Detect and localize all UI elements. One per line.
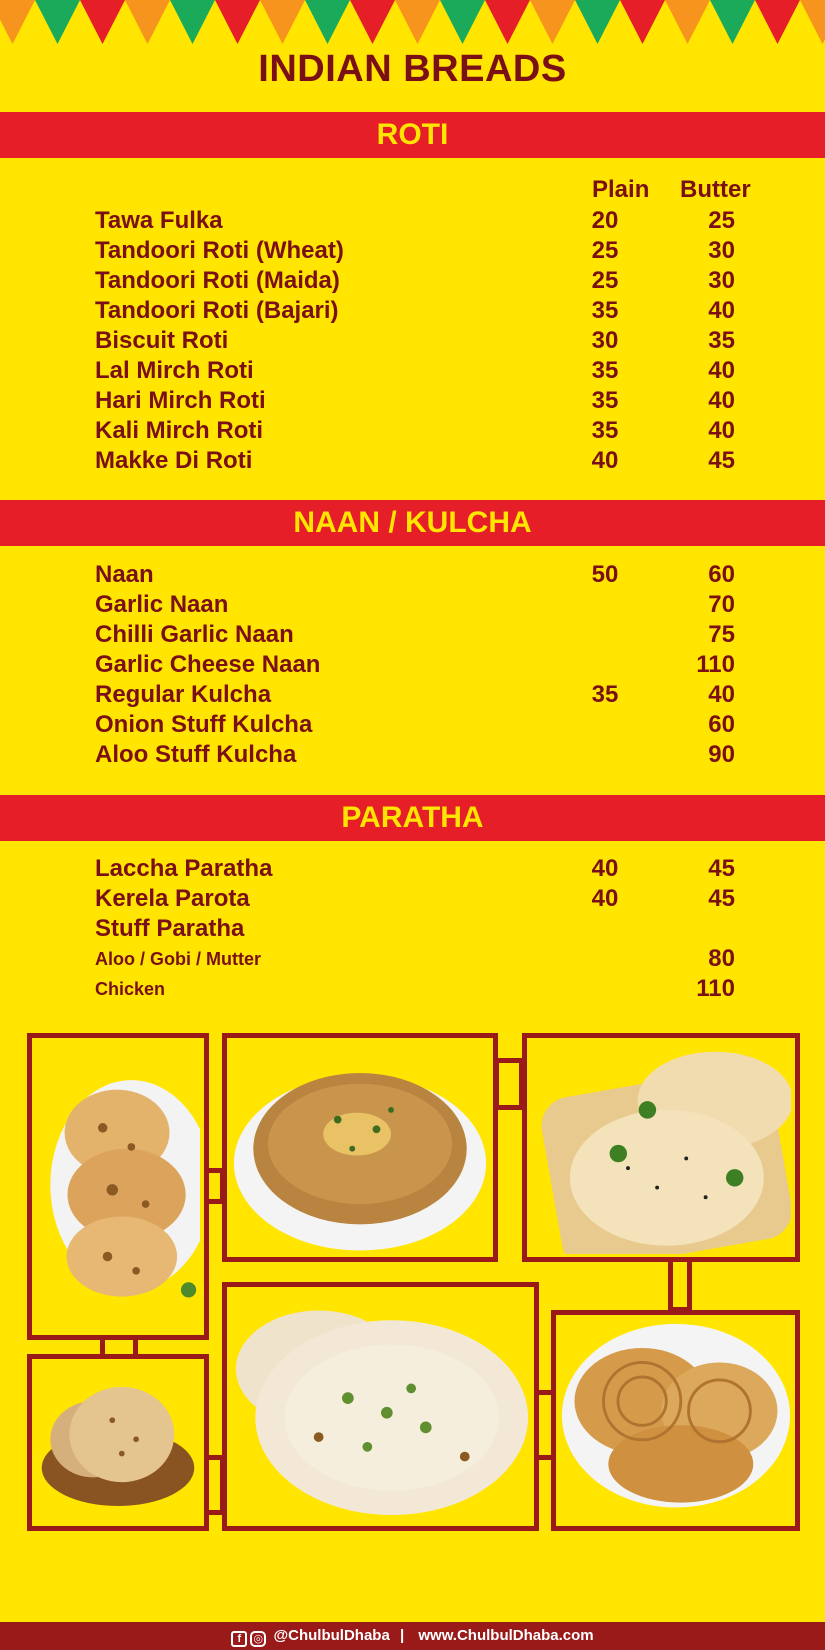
bunting-flag <box>395 0 440 44</box>
garlic-naan-image <box>231 1291 530 1524</box>
bunting-flag <box>35 0 80 44</box>
footer-separator: | <box>399 1627 405 1644</box>
bunting-flag <box>485 0 530 44</box>
roti-basket-image <box>36 1363 200 1522</box>
menu-item: Tandoori Roti (Maida) 25 30 <box>95 267 735 294</box>
bunting-flag <box>710 0 755 44</box>
menu-item: Makke Di Roti 40 45 <box>95 447 735 474</box>
section-band-paratha: PARATHA <box>0 795 825 841</box>
bunting-flag <box>215 0 260 44</box>
frame-connector <box>494 1058 524 1110</box>
column-header-plain: Plain <box>592 176 650 203</box>
menu-item: Biscuit Roti 30 35 <box>95 327 735 354</box>
photo-frame-naan-plate <box>27 1033 209 1340</box>
menu-item: Onion Stuff Kulcha 60 <box>95 711 735 738</box>
photo-frame-garlic-naan <box>222 1282 539 1531</box>
bunting-flag <box>440 0 485 44</box>
bunting-flag <box>530 0 575 44</box>
naan-plate-image <box>36 1042 200 1325</box>
menu-item: Tawa Fulka 20 25 <box>95 207 735 234</box>
kulcha-basket-image <box>531 1042 791 1254</box>
bunting-flag <box>665 0 710 44</box>
section-band-roti: ROTI <box>0 112 825 158</box>
menu-item: Kali Mirch Roti 35 40 <box>95 417 735 444</box>
bunting-flag <box>755 0 800 44</box>
menu-item: Garlic Naan 70 <box>95 591 735 618</box>
menu-item: Kerela Parota 40 45 <box>95 885 735 912</box>
photo-frame-laccha-paratha <box>551 1310 800 1531</box>
menu-item: Regular Kulcha 35 40 <box>95 681 735 708</box>
bunting-decoration <box>0 0 825 46</box>
photo-frame-stuffed-paratha <box>222 1033 498 1262</box>
section-band-naan-kulcha: NAAN / KULCHA <box>0 500 825 546</box>
facebook-icon[interactable]: f <box>231 1631 247 1647</box>
bunting-flag <box>575 0 620 44</box>
bunting-flag <box>620 0 665 44</box>
menu-item: Lal Mirch Roti 35 40 <box>95 357 735 384</box>
bunting-flag <box>800 0 825 44</box>
menu-item: Garlic Cheese Naan 110 <box>95 651 735 678</box>
social-handle[interactable]: @ChulbulDhaba <box>273 1627 390 1644</box>
stuffed-paratha-image <box>231 1042 489 1254</box>
menu-item: Chilli Garlic Naan 75 <box>95 621 735 648</box>
bunting-flag <box>125 0 170 44</box>
bunting-flag <box>260 0 305 44</box>
menu-item: Tandoori Roti (Bajari) 35 40 <box>95 297 735 324</box>
menu-item: Aloo Stuff Kulcha 90 <box>95 741 735 768</box>
column-header-butter: Butter <box>680 176 751 203</box>
website-link[interactable]: www.ChulbulDhaba.com <box>418 1627 594 1644</box>
page-title: INDIAN BREADS <box>258 48 567 90</box>
photo-frame-kulcha-basket <box>522 1033 800 1262</box>
instagram-icon[interactable]: ◎ <box>250 1631 266 1647</box>
menu-item: Chicken 110 <box>95 975 735 1002</box>
bunting-flag <box>305 0 350 44</box>
menu-item: Hari Mirch Roti 35 40 <box>95 387 735 414</box>
menu-item: Naan 50 60 <box>95 561 735 588</box>
bunting-flag <box>80 0 125 44</box>
menu-item: Aloo / Gobi / Mutter 80 <box>95 945 735 972</box>
menu-item: Stuff Paratha <box>95 915 245 942</box>
menu-item: Laccha Paratha 40 45 <box>95 855 735 882</box>
footer-bar <box>0 1622 825 1650</box>
photo-frame-roti-basket <box>27 1354 209 1531</box>
bunting-flag <box>170 0 215 44</box>
bunting-flag <box>350 0 395 44</box>
laccha-paratha-image <box>560 1319 791 1523</box>
menu-item: Tandoori Roti (Wheat) 25 30 <box>95 237 735 264</box>
bunting-flag <box>0 0 35 44</box>
